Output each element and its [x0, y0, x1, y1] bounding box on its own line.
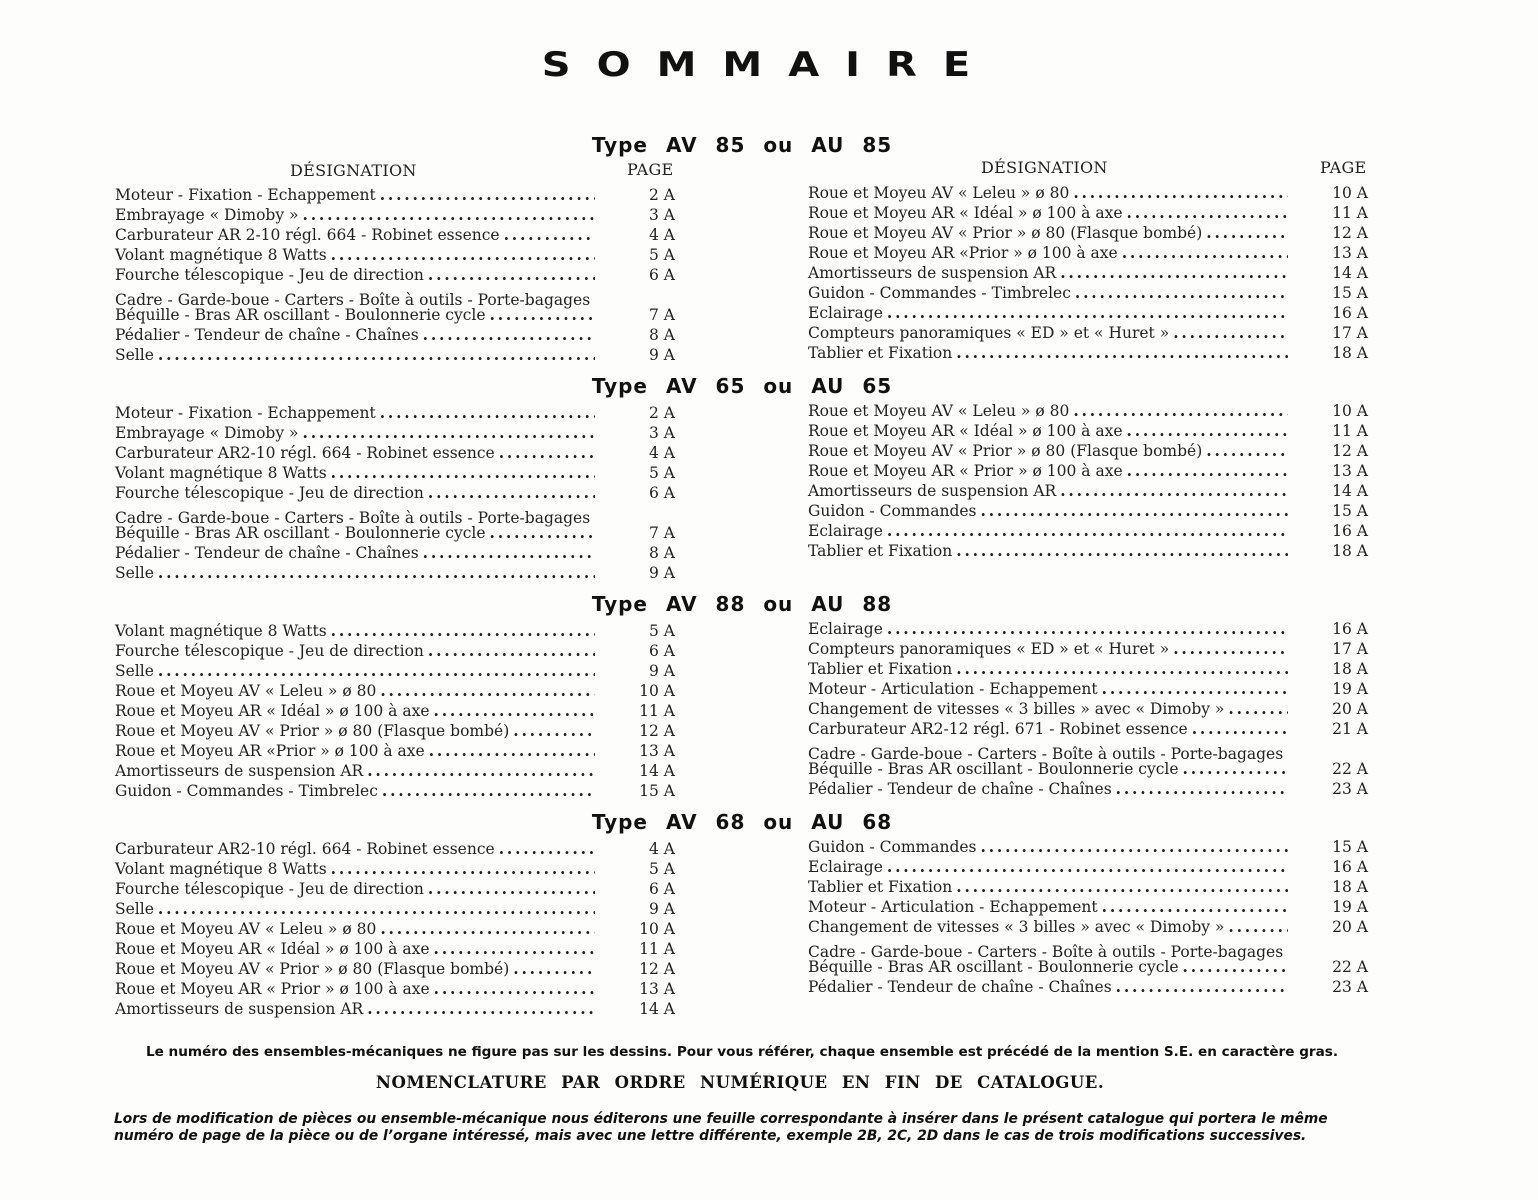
toc-entry-label: Roue et Moyeu AR « Prior » ø 100 à axe [808, 462, 1123, 480]
dot-leader [1073, 401, 1288, 421]
toc-entry [808, 401, 1368, 421]
column-header-designation: DÉSIGNATION [290, 161, 417, 180]
toc-entry-label: Fourche télescopique - Jeu de direction [115, 880, 424, 898]
toc-entry [808, 183, 1368, 203]
toc-entry-page: 11 A [1332, 422, 1368, 440]
toc-entry [115, 681, 675, 701]
toc-entry-label: Moteur - Fixation - Echappement [115, 186, 376, 204]
toc-entry-page: 19 A [1332, 898, 1368, 916]
toc-entry [808, 203, 1368, 223]
toc-entry-page: 10 A [639, 682, 675, 700]
footer-note-line: Lors de modification de pièces ou ensemble-mécanique nous éditerons une feuille correspondante à insérer dans le présent catalogue qui portera le même [114, 1111, 1328, 1127]
toc-entry-label: Tablier et Fixation [808, 344, 953, 362]
toc-entry-page: 10 A [639, 920, 675, 938]
toc-entry [808, 501, 1368, 521]
dot-leader [1060, 481, 1288, 501]
toc-entry [808, 897, 1368, 917]
section-heading: Type AV 88 ou AU 88 [591, 592, 893, 616]
dot-leader [981, 837, 1288, 857]
toc-entry-page: 21 A [1332, 720, 1368, 738]
dot-leader [423, 325, 595, 345]
toc-entry-page: 6 A [649, 484, 675, 502]
footer-note-ensembles: Le numéro des ensembles-mécaniques ne figure pas sur les dessins. Pour vous référer, chaque ensemble est précédé de la mention S.E. en caractère gras. [145, 1044, 1339, 1060]
dot-leader [887, 619, 1288, 639]
dot-leader [380, 919, 595, 939]
toc-entry-page: 8 A [649, 544, 675, 562]
toc-entry [115, 205, 675, 225]
toc-entry-label: Roue et Moyeu AV « Prior » ø 80 (Flasque bombé) [808, 442, 1203, 460]
dot-leader [887, 303, 1288, 323]
toc-entry-page: 6 A [649, 880, 675, 898]
dot-leader [380, 185, 595, 205]
toc-entry-page: 18 A [1332, 542, 1368, 560]
dot-leader [331, 245, 595, 265]
toc-entry-page: 13 A [1332, 462, 1368, 480]
dot-leader [490, 523, 595, 543]
toc-entry-page: 4 A [649, 444, 675, 462]
dot-leader [1192, 719, 1288, 739]
toc-entry-label: Amortisseurs de suspension AR [808, 264, 1057, 282]
toc-entry-page: 3 A [649, 206, 675, 224]
toc-entry-page: 18 A [1332, 878, 1368, 896]
toc-entry-page: 3 A [649, 424, 675, 442]
toc-entry [115, 919, 675, 939]
dot-leader [158, 345, 595, 365]
toc-entry [808, 541, 1368, 561]
toc-entry [808, 521, 1368, 541]
dot-leader [1127, 203, 1288, 223]
toc-entry [808, 937, 1368, 961]
dot-leader [158, 563, 595, 583]
toc-entry-page: 9 A [649, 900, 675, 918]
toc-entry [115, 325, 675, 345]
toc-entry-label: Tablier et Fixation [808, 878, 953, 896]
dot-leader [956, 877, 1288, 897]
footer-note-nomenclature: NOMENCLATURE PAR ORDRE NUMÉRIQUE EN FIN DE CATALOGUE. [375, 1073, 1105, 1092]
toc-entry-label: Roue et Moyeu AV « Leleu » ø 80 [808, 184, 1070, 202]
toc-list-right [808, 837, 1368, 997]
dot-leader [594, 503, 671, 523]
toc-entry-label: Selle [115, 564, 154, 582]
dot-leader [1116, 977, 1288, 997]
section-heading: Type AV 68 ou AU 68 [591, 810, 893, 834]
dot-leader [1075, 283, 1288, 303]
dot-leader [434, 939, 595, 959]
toc-entry-page: 5 A [649, 622, 675, 640]
toc-entry-label: Guidon - Commandes [808, 502, 977, 520]
toc-entry-label: Béquille - Bras AR oscillant - Boulonnerie cycle [808, 958, 1179, 976]
toc-entry-label: Embrayage « Dimoby » [115, 424, 299, 442]
toc-list-left [115, 185, 675, 365]
dot-leader [513, 721, 595, 741]
toc-entry [808, 679, 1368, 699]
dot-leader [303, 423, 595, 443]
dot-leader [1287, 739, 1364, 759]
toc-entry-label: Eclairage [808, 620, 883, 638]
toc-entry-label: Roue et Moyeu AR «Prior » ø 100 à axe [115, 742, 425, 760]
dot-leader [1116, 779, 1288, 799]
toc-entry-page: 16 A [1332, 304, 1368, 322]
toc-entry-label: Amortisseurs de suspension AR [808, 482, 1057, 500]
toc-entry [115, 463, 675, 483]
toc-entry-page: 4 A [649, 840, 675, 858]
toc-entry [808, 283, 1368, 303]
toc-entry-page: 18 A [1332, 660, 1368, 678]
toc-entry-page: 23 A [1332, 780, 1368, 798]
toc-entry [808, 739, 1368, 763]
toc-entry-label: Fourche télescopique - Jeu de direction [115, 266, 424, 284]
dot-leader [956, 541, 1288, 561]
toc-entry [115, 523, 675, 543]
toc-entry-page: 12 A [1332, 224, 1368, 242]
dot-leader [367, 761, 595, 781]
toc-entry-label: Eclairage [808, 304, 883, 322]
toc-entry-page: 20 A [1332, 918, 1368, 936]
dot-leader [981, 501, 1288, 521]
dot-leader [434, 979, 595, 999]
toc-entry-page: 19 A [1332, 680, 1368, 698]
toc-entry [115, 305, 675, 325]
toc-entry [115, 285, 675, 309]
page-title: SOMMAIRE [541, 45, 997, 85]
toc-entry-page: 10 A [1332, 402, 1368, 420]
toc-entry [808, 917, 1368, 937]
dot-leader [1127, 421, 1288, 441]
toc-entry-label: Béquille - Bras AR oscillant - Boulonnerie cycle [808, 760, 1179, 778]
toc-entry-page: 11 A [1332, 204, 1368, 222]
toc-entry-page: 6 A [649, 642, 675, 660]
footer-note-line: numéro de page de la pièce ou de l’organe intéressé, mais avec une lettre différente, exemple 2B, 2C, 2D dans le cas de trois modifications successives. [114, 1128, 1307, 1144]
toc-entry-page: 10 A [1332, 184, 1368, 202]
toc-entry [115, 839, 675, 859]
dot-leader [1127, 461, 1288, 481]
toc-entry-page: 15 A [639, 782, 675, 800]
dot-leader [499, 443, 595, 463]
toc-entry-label: Pédalier - Tendeur de chaîne - Chaînes [808, 780, 1112, 798]
toc-entry-label: Changement de vitesses « 3 billes » avec « Dimoby » [808, 700, 1225, 718]
dot-leader [887, 857, 1288, 877]
toc-entry [808, 639, 1368, 659]
dot-leader [1206, 223, 1288, 243]
toc-entry-page: 9 A [649, 662, 675, 680]
toc-entry [115, 621, 675, 641]
toc-entry [115, 265, 675, 285]
toc-entry-page: 15 A [1332, 502, 1368, 520]
toc-list-left [115, 839, 675, 1019]
dot-leader [428, 641, 595, 661]
toc-entry [808, 323, 1368, 343]
toc-entry-page: 16 A [1332, 858, 1368, 876]
dot-leader [594, 285, 671, 305]
toc-entry-label: Fourche télescopique - Jeu de direction [115, 484, 424, 502]
toc-entry [115, 959, 675, 979]
dot-leader [1183, 957, 1288, 977]
dot-leader [428, 879, 595, 899]
dot-leader [423, 543, 595, 563]
toc-entry [808, 303, 1368, 323]
toc-entry-label: Cadre - Garde-boue - Carters - Boîte à outils - Porte-bagages [115, 509, 591, 527]
toc-entry-label: Roue et Moyeu AR « Idéal » ø 100 à axe [808, 422, 1123, 440]
toc-entry-label: Moteur - Articulation - Echappement [808, 680, 1098, 698]
toc-entry-label: Amortisseurs de suspension AR [115, 762, 364, 780]
dot-leader [1060, 263, 1288, 283]
dot-leader [331, 621, 595, 641]
toc-entry-label: Eclairage [808, 522, 883, 540]
toc-entry-label: Roue et Moyeu AV « Prior » ø 80 (Flasque bombé) [115, 960, 510, 978]
toc-entry [808, 223, 1368, 243]
toc-list-left [115, 403, 675, 583]
dot-leader [513, 959, 595, 979]
toc-entry-page: 15 A [1332, 838, 1368, 856]
toc-entry-label: Roue et Moyeu AR « Prior » ø 100 à axe [115, 980, 430, 998]
toc-entry-label: Compteurs panoramiques « ED » et « Huret » [808, 324, 1170, 342]
dot-leader [428, 265, 595, 285]
toc-entry [115, 423, 675, 443]
toc-entry-page: 15 A [1332, 284, 1368, 302]
toc-entry-label: Selle [115, 662, 154, 680]
toc-entry [808, 977, 1368, 997]
toc-entry [808, 759, 1368, 779]
dot-leader [1173, 323, 1288, 343]
toc-entry-label: Selle [115, 900, 154, 918]
toc-entry-label: Moteur - Fixation - Echappement [115, 404, 376, 422]
toc-entry-label: Volant magnétique 8 Watts [115, 246, 327, 264]
toc-entry [115, 483, 675, 503]
toc-entry-label: Béquille - Bras AR oscillant - Boulonnerie cycle [115, 524, 486, 542]
dot-leader [1102, 679, 1288, 699]
toc-entry-label: Pédalier - Tendeur de chaîne - Chaînes [808, 978, 1112, 996]
toc-entry-page: 14 A [1332, 482, 1368, 500]
toc-entry [115, 225, 675, 245]
toc-entry [115, 859, 675, 879]
dot-leader [490, 305, 595, 325]
toc-entry-label: Changement de vitesses « 3 billes » avec « Dimoby » [808, 918, 1225, 936]
toc-entry-page: 14 A [1332, 264, 1368, 282]
toc-entry-page: 2 A [649, 404, 675, 422]
toc-entry-page: 23 A [1332, 978, 1368, 996]
toc-entry-label: Carburateur AR2-10 régl. 664 - Robinet essence [115, 840, 495, 858]
dot-leader [1122, 243, 1288, 263]
dot-leader [158, 661, 595, 681]
dot-leader [956, 343, 1288, 363]
toc-entry [115, 563, 675, 583]
toc-list-right [808, 183, 1368, 363]
toc-entry [115, 721, 675, 741]
toc-entry [115, 403, 675, 423]
dot-leader [367, 999, 595, 1019]
toc-entry-page: 5 A [649, 246, 675, 264]
toc-entry [808, 699, 1368, 719]
toc-entry-page: 6 A [649, 266, 675, 284]
toc-entry-page: 22 A [1332, 958, 1368, 976]
footer-note-modifications [114, 1111, 1374, 1145]
toc-entry [115, 503, 675, 527]
toc-entry-label: Compteurs panoramiques « ED » et « Huret » [808, 640, 1170, 658]
toc-entry [115, 939, 675, 959]
dot-leader [1183, 759, 1288, 779]
toc-entry-label: Carburateur AR2-12 régl. 671 - Robinet essence [808, 720, 1188, 738]
dot-leader [1173, 639, 1288, 659]
toc-entry [115, 245, 675, 265]
toc-entry-label: Eclairage [808, 858, 883, 876]
dot-leader [434, 701, 595, 721]
toc-entry [115, 185, 675, 205]
toc-entry-label: Embrayage « Dimoby » [115, 206, 299, 224]
toc-entry-page: 12 A [1332, 442, 1368, 460]
toc-entry [115, 701, 675, 721]
toc-entry [115, 661, 675, 681]
column-header-page: PAGE [1320, 158, 1367, 177]
toc-entry-label: Amortisseurs de suspension AR [115, 1000, 364, 1018]
toc-entry-page: 13 A [639, 742, 675, 760]
toc-entry [115, 741, 675, 761]
dot-leader [1073, 183, 1288, 203]
toc-entry-label: Guidon - Commandes [808, 838, 977, 856]
toc-entry-label: Roue et Moyeu AV « Prior » ø 80 (Flasque bombé) [808, 224, 1203, 242]
toc-entry [808, 481, 1368, 501]
toc-entry-label: Cadre - Garde-boue - Carters - Boîte à outils - Porte-bagages [115, 291, 591, 309]
toc-entry-label: Moteur - Articulation - Echappement [808, 898, 1098, 916]
section-heading: Type AV 65 ou AU 65 [591, 374, 893, 398]
dot-leader [1206, 441, 1288, 461]
dot-leader [380, 403, 595, 423]
column-header-designation: DÉSIGNATION [981, 158, 1108, 177]
toc-entry [115, 999, 675, 1019]
toc-entry [808, 837, 1368, 857]
dot-leader [429, 741, 595, 761]
toc-entry-label: Volant magnétique 8 Watts [115, 464, 327, 482]
toc-entry-label: Pédalier - Tendeur de chaîne - Chaînes [115, 544, 419, 562]
dot-leader [331, 859, 595, 879]
toc-list-right [808, 401, 1368, 561]
toc-entry-label: Tablier et Fixation [808, 542, 953, 560]
toc-entry-label: Volant magnétique 8 Watts [115, 622, 327, 640]
toc-entry-page: 7 A [649, 524, 675, 542]
toc-entry-page: 18 A [1332, 344, 1368, 362]
toc-entry-label: Carburateur AR 2-10 régl. 664 - Robinet essence [115, 226, 500, 244]
toc-entry-page: 17 A [1332, 640, 1368, 658]
toc-entry-page: 7 A [649, 306, 675, 324]
toc-entry-page: 14 A [639, 762, 675, 780]
toc-entry-label: Béquille - Bras AR oscillant - Boulonnerie cycle [115, 306, 486, 324]
toc-entry-page: 13 A [639, 980, 675, 998]
toc-entry [808, 343, 1368, 363]
toc-entry-page: 14 A [639, 1000, 675, 1018]
toc-entry-label: Roue et Moyeu AV « Prior » ø 80 (Flasque bombé) [115, 722, 510, 740]
toc-entry [115, 543, 675, 563]
toc-entry-label: Guidon - Commandes - Timbrelec [115, 782, 378, 800]
toc-entry-page: 11 A [639, 940, 675, 958]
dot-leader [303, 205, 595, 225]
dot-leader [1102, 897, 1288, 917]
toc-entry-label: Roue et Moyeu AR «Prior » ø 100 à axe [808, 244, 1118, 262]
toc-entry [808, 263, 1368, 283]
dot-leader [1228, 917, 1288, 937]
toc-entry [808, 461, 1368, 481]
toc-entry-label: Pédalier - Tendeur de chaîne - Chaînes [115, 326, 419, 344]
toc-entry-label: Selle [115, 346, 154, 364]
toc-entry-label: Roue et Moyeu AV « Leleu » ø 80 [808, 402, 1070, 420]
toc-entry [115, 979, 675, 999]
dot-leader [158, 899, 595, 919]
toc-entry-label: Roue et Moyeu AR « Idéal » ø 100 à axe [115, 702, 430, 720]
toc-entry-label: Roue et Moyeu AR « Idéal » ø 100 à axe [115, 940, 430, 958]
toc-entry-page: 16 A [1332, 522, 1368, 540]
toc-entry [808, 619, 1368, 639]
toc-entry-label: Roue et Moyeu AV « Leleu » ø 80 [115, 920, 377, 938]
toc-entry-page: 20 A [1332, 700, 1368, 718]
toc-entry-page: 12 A [639, 960, 675, 978]
toc-entry [808, 441, 1368, 461]
dot-leader [887, 521, 1288, 541]
toc-entry-label: Fourche télescopique - Jeu de direction [115, 642, 424, 660]
toc-entry-page: 11 A [639, 702, 675, 720]
toc-entry-page: 17 A [1332, 324, 1368, 342]
toc-entry-page: 5 A [649, 464, 675, 482]
toc-entry [808, 779, 1368, 799]
toc-entry-label: Roue et Moyeu AV « Leleu » ø 80 [115, 682, 377, 700]
toc-entry-page: 22 A [1332, 760, 1368, 778]
dot-leader [499, 839, 595, 859]
dot-leader [1287, 937, 1364, 957]
toc-entry-page: 8 A [649, 326, 675, 344]
toc-entry-label: Tablier et Fixation [808, 660, 953, 678]
dot-leader [956, 659, 1288, 679]
toc-entry [115, 899, 675, 919]
toc-entry-page: 5 A [649, 860, 675, 878]
toc-entry [115, 641, 675, 661]
section-heading: Type AV 85 ou AU 85 [591, 133, 893, 157]
dot-leader [504, 225, 595, 245]
toc-entry [808, 421, 1368, 441]
toc-entry-label: Roue et Moyeu AR « Idéal » ø 100 à axe [808, 204, 1123, 222]
toc-entry-label: Carburateur AR2-10 régl. 664 - Robinet essence [115, 444, 495, 462]
toc-entry [808, 857, 1368, 877]
toc-entry-page: 16 A [1332, 620, 1368, 638]
toc-entry-page: 9 A [649, 346, 675, 364]
toc-entry [808, 877, 1368, 897]
toc-entry-label: Volant magnétique 8 Watts [115, 860, 327, 878]
toc-entry-page: 9 A [649, 564, 675, 582]
toc-entry [115, 781, 675, 801]
toc-list-left [115, 621, 675, 801]
toc-entry [808, 243, 1368, 263]
toc-entry-page: 2 A [649, 186, 675, 204]
dot-leader [331, 463, 595, 483]
dot-leader [382, 781, 595, 801]
toc-entry [808, 719, 1368, 739]
toc-list-right [808, 619, 1368, 799]
dot-leader [1228, 699, 1288, 719]
column-header-page: PAGE [627, 160, 674, 179]
toc-entry [115, 761, 675, 781]
toc-entry-label: Guidon - Commandes - Timbrelec [808, 284, 1071, 302]
toc-entry [808, 659, 1368, 679]
toc-entry [115, 345, 675, 365]
toc-entry-page: 13 A [1332, 244, 1368, 262]
dot-leader [428, 483, 595, 503]
dot-leader [380, 681, 595, 701]
toc-entry-page: 12 A [639, 722, 675, 740]
toc-entry [115, 879, 675, 899]
toc-entry [115, 443, 675, 463]
toc-entry-label: Cadre - Garde-boue - Carters - Boîte à outils - Porte-bagages [808, 745, 1284, 763]
toc-entry-label: Cadre - Garde-boue - Carters - Boîte à outils - Porte-bagages [808, 943, 1284, 961]
toc-entry-page: 4 A [649, 226, 675, 244]
toc-entry [808, 957, 1368, 977]
